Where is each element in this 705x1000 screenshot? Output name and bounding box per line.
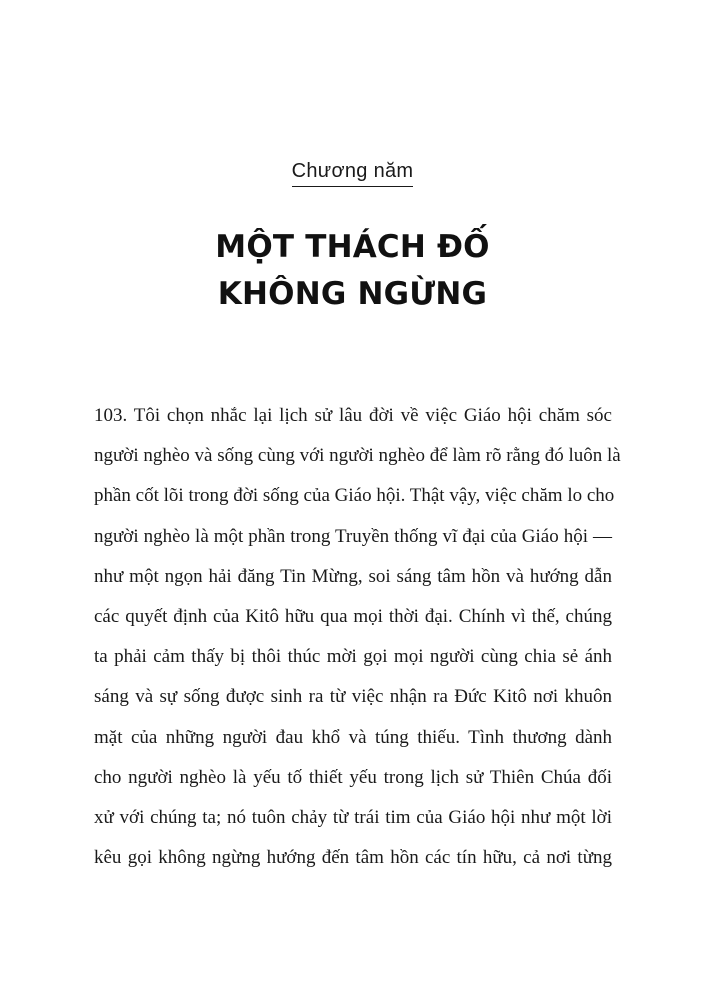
chapter-title: [0, 224, 705, 318]
paragraph-line: như một ngọn hải đăng Tin Mừng, soi sáng tâm hồn và hướng dẫn: [94, 565, 612, 587]
paragraph-line: xử với chúng ta; nó tuôn chảy từ trái tim của Giáo hội như một lời: [94, 807, 612, 829]
paragraph-line: sáng và sự sống được sinh ra từ việc nhận ra Đức Kitô nơi khuôn: [94, 686, 612, 708]
chapter-label-text: Chương năm: [292, 158, 414, 187]
chapter-title-line-1: MỘT THÁCH ĐỐ: [215, 229, 490, 265]
paragraph-line: người nghèo là một phần trong Truyền thống vĩ đại của Giáo hội —: [94, 525, 612, 547]
paragraph-line: 103. Tôi chọn nhắc lại lịch sử lâu đời về việc Giáo hội chăm sóc: [94, 405, 612, 426]
paragraph-line: cho người nghèo là yếu tố thiết yếu trong lịch sử Thiên Chúa đối: [94, 766, 612, 788]
paragraph-line: mặt của những người đau khổ và túng thiếu. Tình thương dành: [94, 726, 612, 748]
paragraph-line: phần cốt lõi trong đời sống của Giáo hội. Thật vậy, việc chăm lo cho: [94, 485, 615, 507]
paragraph-line: kêu gọi không ngừng hướng đến tâm hồn các tín hữu, cả nơi từng: [94, 847, 612, 869]
body-paragraph: [94, 396, 621, 878]
chapter-title-line-2: KHÔNG NGỪNG: [217, 276, 488, 312]
paragraph-line: các quyết định của Kitô hữu qua mọi thời đại. Chính vì thế, chúng: [94, 606, 612, 628]
paragraph-line: người nghèo và sống cùng với người nghèo để làm rõ rằng đó luôn là: [94, 445, 621, 467]
chapter-label: [0, 158, 705, 187]
paragraph-line: ta phải cảm thấy bị thôi thúc mời gọi mọi người cùng chia sẻ ánh: [94, 646, 612, 668]
